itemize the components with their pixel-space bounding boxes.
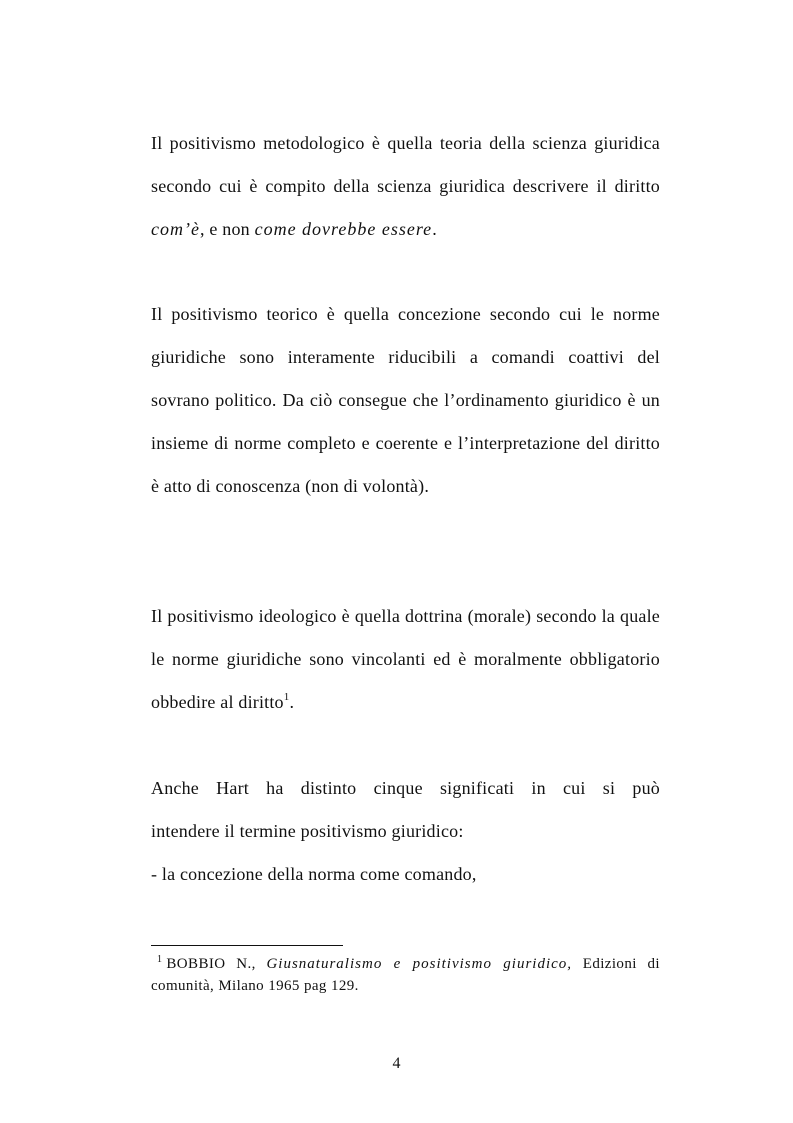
footnote-title: Giusnaturalismo e positivismo giuridico,	[266, 956, 573, 972]
footnote-author: BOBBIO N.,	[166, 956, 267, 972]
list-item: - la concezione della norma come comando,	[151, 864, 477, 884]
paragraph-line: intendere il termine positivismo giuridico:	[151, 821, 464, 841]
footnote	[151, 953, 660, 997]
footnote-reference[interactable]: 1	[283, 691, 290, 703]
paragraph-hart	[151, 767, 660, 896]
paragraph-text: Il positivismo teorico è quella concezione secondo cui le norme giuridiche sono interamente riducibili a comandi coattivi del sovrano politico. Da ciò consegue che l’ordinamento giuridico è un insieme di norme completo e coerente e l’interpretazione del diritto è atto di conoscenza (non di volontà).	[151, 304, 660, 496]
italic-phrase: com’è	[151, 219, 200, 239]
paragraph-positivismo-ideologico	[151, 595, 660, 724]
paragraph-text: Il positivismo ideologico è quella dottrina (morale) secondo la quale le norme giuridiche sono vincolanti ed è moralmente obbligatorio obbedire al diritto	[151, 606, 660, 712]
paragraph-text: .	[289, 692, 295, 712]
page-number: 4	[392, 1055, 401, 1072]
paragraph-text: Il positivismo metodologico è quella teoria della scienza giuridica secondo cui è compito della scienza giuridica descrivere il diritto	[151, 133, 660, 196]
footnote-number: 1	[157, 954, 163, 965]
paragraph-text: .	[432, 219, 437, 239]
paragraph-positivismo-teorico	[151, 293, 660, 508]
paragraph-positivismo-metodologico	[151, 122, 660, 251]
footnote-text: Edizioni di comunità, Milano 1965 pag 129.	[151, 956, 660, 994]
footnote-separator	[151, 945, 343, 946]
paragraph-line: Anche Hart ha distinto cinque significati in cui si può	[151, 778, 660, 798]
italic-phrase: come dovrebbe essere	[254, 219, 433, 239]
paragraph-text: , e non	[199, 219, 255, 239]
